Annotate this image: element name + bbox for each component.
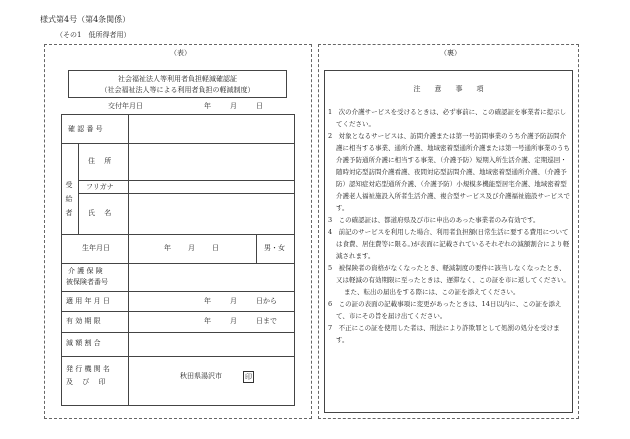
certificate-subtitle: （社会福祉法人等による利用者負担の軽減制度） xyxy=(100,86,255,94)
confirmation-number-label: 確 認 番 号 xyxy=(68,125,103,133)
note-item: 3 この確認証は、都道府県及び市に申出のあった事業者のみ有効です。 xyxy=(328,216,540,224)
col-divider xyxy=(78,143,79,234)
row-divider xyxy=(61,291,295,292)
sex-selector: 男・女 xyxy=(264,244,285,252)
name-label: 氏 名 xyxy=(88,209,112,217)
front-panel-label: （表） xyxy=(170,49,191,57)
back-panel-label: （裏） xyxy=(440,49,461,57)
expiry-label: 有 効 期 限 xyxy=(66,317,101,325)
issue-month-unit: 月 xyxy=(230,102,237,110)
birth-year-unit: 年 xyxy=(164,244,171,252)
issuer-label-line2: 及 び 印 xyxy=(66,378,106,386)
expiry-month-unit: 月 xyxy=(230,317,237,325)
birth-date-label: 生年月日 xyxy=(82,244,110,252)
notes-title: 注 意 事 項 xyxy=(413,85,484,93)
seal-stamp: 印 xyxy=(245,373,252,381)
issue-date-label: 交付年月日 xyxy=(108,102,143,110)
row-divider xyxy=(61,234,295,235)
insured-number-label-line1: 介 護 保 険 xyxy=(68,267,103,275)
note-item: 2 対象となるサービスは、訪問介護または第一号訪問事業のうち介護予防訪問介護に相当する事業、通所介護、地域密着型通所介護または第一号通所事業のうち介護予防通所介護に相当する事業、（介護予防）短期入所生活介護、定期巡回・随時対応型訪問介護看護、夜間対応型訪問介護、地域密着型通所介護、（介護予防）認知症対応型通所介護、（介護予防）小規模多機能型居宅介護、地域密着型介護老人福祉施設入所者生活介護、複合型サービス及び介護福祉施設サービスです。 xyxy=(328,132,570,212)
note-item: 7 不正にこの証を使用した者は、刑法により詐欺罪として処罰の処分を受けます。 xyxy=(328,324,560,344)
issuer-name: 秋田県湯沢市 xyxy=(180,372,222,380)
issue-year-unit: 年 xyxy=(204,102,211,110)
birth-month-unit: 月 xyxy=(188,244,195,252)
row-divider xyxy=(61,332,295,333)
note-item: また、転出の届出をする際には、この証を添えてください。 xyxy=(344,288,520,296)
start-year-unit: 年 xyxy=(204,297,211,305)
note-item: 5 被保険者の資格がなくなったとき、軽減制度の要件に該当しなくなったとき、又は軽減の有効期限に至ったときは、遅滞なく、この証を市に返してください。 xyxy=(328,264,570,284)
start-month-unit: 月 xyxy=(230,297,237,305)
row-divider xyxy=(61,311,295,312)
issue-day-unit: 日 xyxy=(256,102,263,110)
note-item: 6 この証の表面の記載事項に変更があったときは、14日以内に、この証を添えて、市にその旨を届け出てください。 xyxy=(328,300,562,320)
row-divider xyxy=(61,143,295,144)
row-divider xyxy=(78,180,295,181)
reduction-rate-label: 減 額 割 合 xyxy=(66,339,101,347)
note-item: 1 次の介護サービスを受けるときは、必ず事前に、この確認証を事業者に提示してください。 xyxy=(328,108,567,128)
form-subtitle: （その1 低所得者用） xyxy=(56,31,131,39)
col-divider xyxy=(256,234,257,263)
issuer-label-line1: 発 行 機 関 名 xyxy=(66,365,110,373)
row-divider xyxy=(61,356,295,357)
expiry-year-unit: 年 xyxy=(204,317,211,325)
row-divider xyxy=(61,263,295,264)
start-date-label: 適 用 年 月 日 xyxy=(66,297,110,305)
recipient-group-label: 受 給 者 xyxy=(65,181,73,217)
insured-number-label-line2: 被保険者番号 xyxy=(66,278,108,286)
notes-list xyxy=(328,106,572,346)
certificate-title: 社会福祉法人等利用者負担軽減確認証 xyxy=(118,75,237,83)
start-suffix: 日から xyxy=(256,297,277,305)
expiry-suffix: 日まで xyxy=(256,317,277,325)
row-divider xyxy=(78,193,295,194)
note-item: 4 前記のサービスを利用した場合、利用者負担額(日常生活に要する費用については食費、居住費等に限る。)が表面に記載されているそれぞれの減額割合により軽減されます。 xyxy=(328,228,570,260)
form-number: 様式第4号（第4条関係） xyxy=(40,15,131,24)
birth-day-unit: 日 xyxy=(212,244,219,252)
furigana-label: フリガナ xyxy=(86,183,114,191)
address-label: 住 所 xyxy=(88,157,112,165)
col-divider xyxy=(128,114,129,406)
